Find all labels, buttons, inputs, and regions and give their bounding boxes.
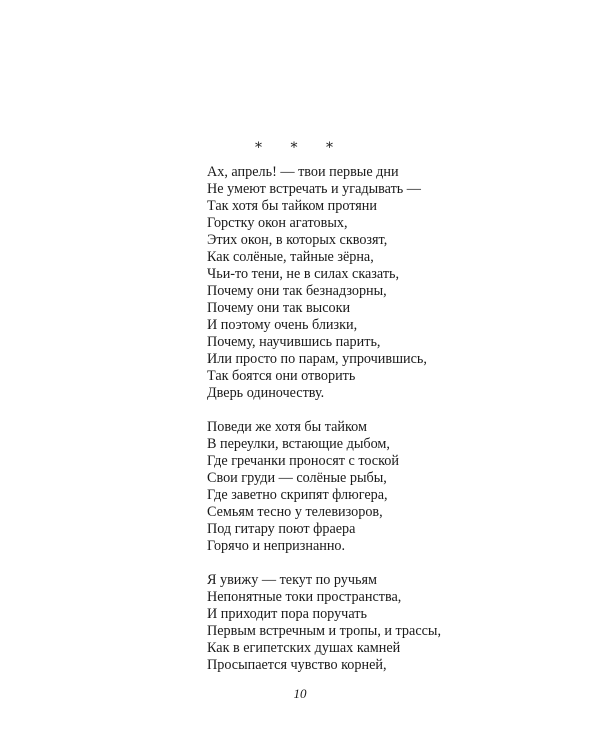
poem-line: Этих окон, в которых сквозят, [207,232,388,248]
poem-line: Семьям тесно у телевизоров, [207,504,383,520]
poem-line: Чьи-то тени, не в силах сказать, [207,266,400,282]
poem-line: В переулки, встающие дыбом, [207,436,390,452]
poem-line: И приходит пора поручать [207,606,367,622]
poem-line: И поэтому очень близки, [207,317,358,333]
poem-line: Горстку окон агатовых, [207,215,348,231]
poem-line: Дверь одиночеству. [207,385,325,401]
poem-line: Первым встречным и тропы, и трассы, [207,623,441,639]
poem-line: Я увижу — текут по ручьям [207,572,377,588]
poem-line: Свои груди — солёные рыбы, [207,470,387,486]
stanza [207,572,577,674]
poem-line: Непонятные токи пространства, [207,589,402,605]
poem-line: Где заветно скрипят флюгера, [207,487,388,503]
poem-line: Не умеют встречать и угадывать — [207,181,421,197]
poem-line: Почему они так безнадзорны, [207,283,387,299]
poem-line: Почему они так высоки [207,300,351,316]
page-number: 10 [293,686,307,701]
poem-line: Где гречанки проносят с тоской [207,453,399,469]
section-separator: * * * [255,140,345,156]
poem-line: Как солёные, тайные зёрна, [207,249,374,265]
poem-line: Как в египетских душах камней [207,640,401,656]
stanza [207,164,577,402]
stanza [207,419,577,555]
poem-line: Так боятся они отворить [207,368,356,384]
poem-line: Ах, апрель! — твои первые дни [207,164,399,180]
poem-line: Так хотя бы тайком протяни [207,198,377,214]
poem-line: Или просто по парам, упрочившись, [207,351,427,367]
poem-line: Под гитару поют фраера [207,521,356,537]
poem-line: Почему, научившись парить, [207,334,381,350]
poem-line: Поведи же хотя бы тайком [207,419,367,435]
poem-line: Просыпается чувство корней, [207,657,387,673]
poem-line: Горячо и непризнанно. [207,538,346,554]
poem [207,164,577,691]
